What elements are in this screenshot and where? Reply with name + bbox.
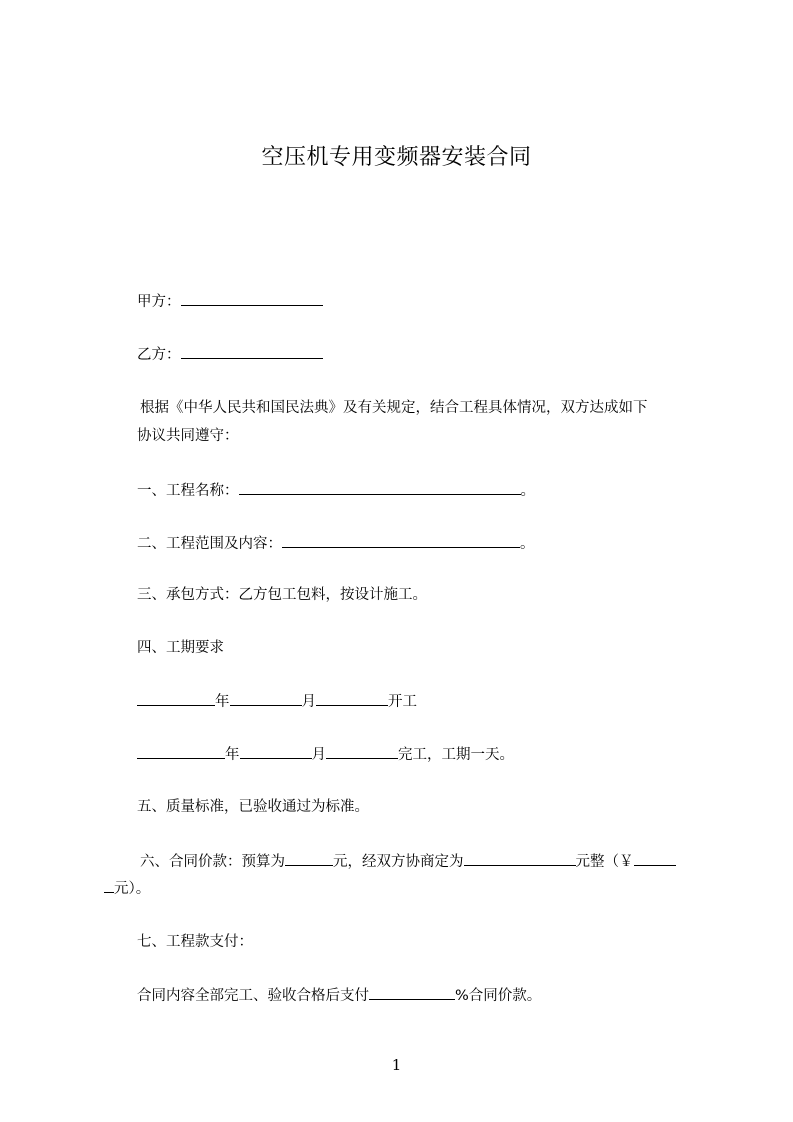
clause-1 bbox=[137, 480, 535, 501]
clause-7-suffix: %合同价款。 bbox=[455, 988, 542, 1004]
finish-month-label: 月 bbox=[311, 747, 326, 763]
finish-year-label: 年 bbox=[225, 747, 240, 763]
budget-amount-blank[interactable] bbox=[285, 851, 333, 866]
clause-2 bbox=[137, 533, 535, 554]
clause-7-prefix: 合同内容全部完工、验收合格后支付 bbox=[137, 988, 369, 1004]
clause-6-prefix: 六、合同价款：预算为 bbox=[140, 854, 285, 870]
clause-6-line-2-end: 元）。 bbox=[114, 881, 151, 897]
clause-5: 五、质量标准，已验收通过为标准。 bbox=[137, 799, 369, 815]
party-a-blank[interactable] bbox=[181, 291, 323, 306]
finish-day-blank[interactable] bbox=[326, 744, 398, 759]
agreed-amount-blank[interactable] bbox=[464, 851, 576, 866]
start-year-blank[interactable] bbox=[137, 691, 215, 706]
finish-year-blank[interactable] bbox=[137, 744, 225, 759]
start-month-label: 月 bbox=[301, 694, 316, 710]
project-scope-blank[interactable] bbox=[282, 533, 520, 548]
finish-date-line bbox=[137, 744, 514, 765]
clause-6-line-2 bbox=[104, 878, 150, 899]
party-b-blank[interactable] bbox=[181, 344, 323, 359]
clause-7-payment bbox=[137, 985, 541, 1006]
preamble-line-1: 根据《中华人民共和国民法典》及有关规定，结合工程具体情况，双方达成如下 bbox=[140, 400, 648, 416]
page-number: 1 bbox=[391, 1056, 402, 1074]
party-a-label: 甲方： bbox=[137, 294, 181, 310]
start-suffix: 开工 bbox=[388, 694, 417, 710]
payment-percent-blank[interactable] bbox=[369, 985, 455, 1000]
finish-suffix: 完工，工期一天。 bbox=[398, 747, 514, 763]
party-b-label: 乙方： bbox=[137, 347, 181, 363]
clause-1-label: 一、工程名称： bbox=[137, 483, 239, 499]
amount-figure-blank-1[interactable] bbox=[634, 851, 676, 866]
preamble-line-2: 协议共同遵守： bbox=[137, 428, 239, 444]
start-date-line bbox=[137, 691, 417, 712]
clause-6 bbox=[140, 851, 676, 872]
clause-6-suffix: 元整（￥ bbox=[575, 854, 634, 870]
clause-2-label: 二、工程范围及内容： bbox=[137, 536, 282, 552]
clause-3: 三、承包方式：乙方包工包料，按设计施工。 bbox=[137, 587, 427, 603]
party-a-line bbox=[137, 291, 323, 312]
document-title: 空压机专用变频器安装合同 bbox=[261, 145, 532, 170]
clause-7-heading: 七、工程款支付： bbox=[137, 934, 253, 950]
clause-2-end: 。 bbox=[520, 536, 535, 552]
start-day-blank[interactable] bbox=[316, 691, 388, 706]
clause-6-middle: 元，经双方协商定为 bbox=[333, 854, 464, 870]
clause-4-heading: 四、工期要求 bbox=[137, 640, 224, 656]
party-b-line bbox=[137, 344, 323, 365]
project-name-blank[interactable] bbox=[239, 480, 521, 495]
start-year-label: 年 bbox=[215, 694, 230, 710]
start-month-blank[interactable] bbox=[230, 691, 302, 706]
clause-1-end: 。 bbox=[520, 483, 535, 499]
amount-figure-blank-2[interactable] bbox=[104, 878, 114, 893]
finish-month-blank[interactable] bbox=[240, 744, 312, 759]
